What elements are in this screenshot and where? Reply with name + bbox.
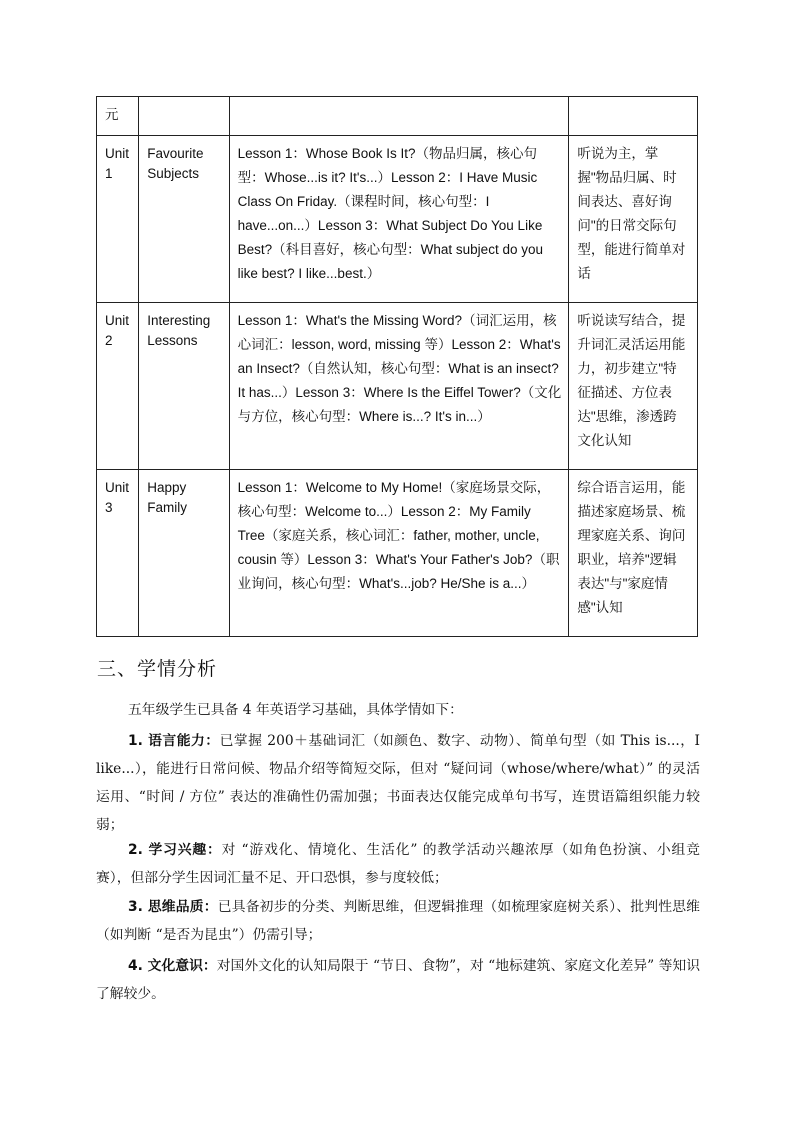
topic-cell: Favourite Subjects <box>139 136 229 303</box>
goal-cell: 综合语言运用，能描述家庭场景、梳理家庭关系、询问职业，培养"逻辑表达"与"家庭情感"认知 <box>569 470 698 637</box>
lessons-cell: Lesson 1：Welcome to My Home!（家庭场景交际，核心句型：Welcome to...）Lesson 2：My Family Tree（家庭关系，核心词汇：father, mother, uncle, cousin 等）Lesson 3：What's Your Father's Job?（职业询问，核心句型：What's...job? He/She is a...） <box>229 470 569 637</box>
table-row <box>97 97 698 136</box>
unit-cell: Unit 1 <box>97 136 139 303</box>
item-text: 已掌握 200＋基础词汇（如颜色、数字、动物）、简单句型（如 This is...，I like...），能进行日常问候、物品介绍等简短交际，但对 “疑问词（whose/where/what）” 的灵活运用、“时间 / 方位” 表达的准确性仍需加强；书面表达仅能完成单句书写，连贯语篇组织能力较弱； <box>96 733 700 833</box>
lessons-cell: Lesson 1：Whose Book Is It?（物品归属，核心句型：Whose...is it? It's...）Lesson 2：I Have Music Class On Friday.（课程时间，核心句型：I have...on...）Lesson 3：What Subject Do You Like Best?（科目喜好，核心句型：What subject do you like best? I like...best.） <box>229 136 569 303</box>
item-lead: 2. 学习兴趣： <box>128 842 222 858</box>
item-lead: 1. 语言能力： <box>128 733 220 749</box>
topic-cell: Interesting Lessons <box>139 303 229 470</box>
item-text: 已具备初步的分类、判断思维，但逻辑推理（如梳理家庭树关系）、批判性思维（如判断 “是否为昆虫”）仍需引导； <box>96 899 700 943</box>
intro-paragraph: 五年级学生已具备 4 年英语学习基础，具体学情如下： <box>128 702 463 718</box>
section-heading: 三、学情分析 <box>97 658 218 680</box>
unit-cell: 元 <box>97 97 139 136</box>
table-row <box>97 303 698 470</box>
analysis-item-culture <box>96 952 700 1008</box>
analysis-item-interest <box>96 836 700 892</box>
item-text: 对 “游戏化、情境化、生活化” 的教学活动兴趣浓厚（如角色扮演、小组竞赛），但部分学生因词汇量不足、开口恐惧，参与度较低； <box>96 842 700 886</box>
item-text: 对国外文化的认知局限于 “节日、食物”，对 “地标建筑、家庭文化差异” 等知识了解较少。 <box>96 958 700 1002</box>
analysis-item-language <box>96 727 700 839</box>
goal-cell: 听说读写结合，提升词汇灵活运用能力，初步建立"特征描述、方位表达"思维，渗透跨文化认知 <box>569 303 698 470</box>
item-lead: 4. 文化意识： <box>128 958 217 974</box>
topic-cell <box>139 97 229 136</box>
unit-cell: Unit 3 <box>97 470 139 637</box>
topic-cell: Happy Family <box>139 470 229 637</box>
unit-cell: Unit 2 <box>97 303 139 470</box>
table-row <box>97 470 698 637</box>
units-table <box>96 96 698 637</box>
lessons-cell: Lesson 1：What's the Missing Word?（词汇运用，核心词汇：lesson, word, missing 等）Lesson 2：What's an Insect?（自然认知，核心句型：What is an insect? It has...）Lesson 3：Where Is the Eiffel Tower?（文化与方位，核心句型：Where is...? It's in...） <box>229 303 569 470</box>
item-lead: 3. 思维品质： <box>128 899 218 915</box>
goal-cell: 听说为主，掌握"物品归属、时间表达、喜好询问"的日常交际句型，能进行简单对话 <box>569 136 698 303</box>
analysis-item-thinking <box>96 893 700 949</box>
lessons-cell <box>229 97 569 136</box>
table-row <box>97 136 698 303</box>
goal-cell <box>569 97 698 136</box>
